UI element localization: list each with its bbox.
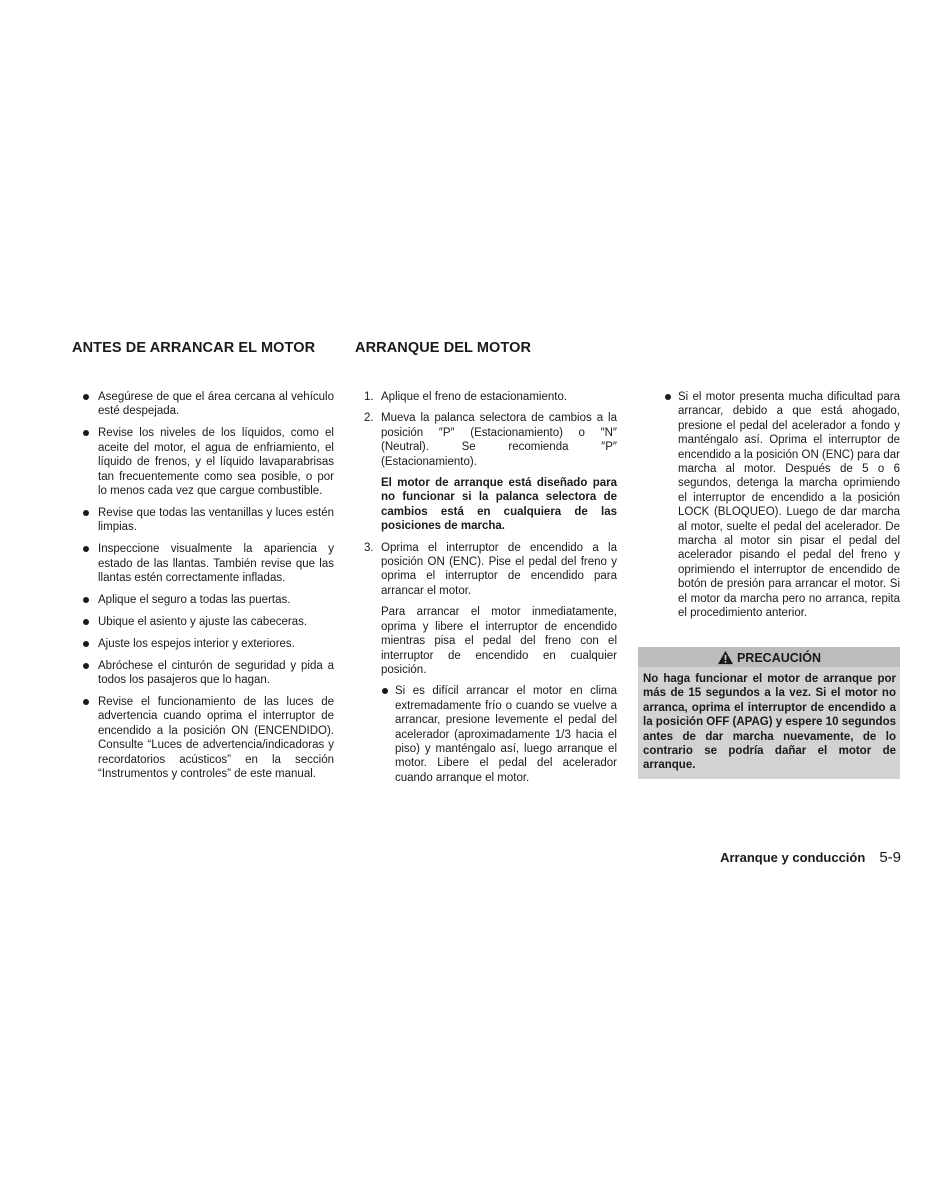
- list-item: Revise el funcionamiento de las luces de advertencia cuando oprima el interruptor de encendido a la posición ON (ENCENDIDO). Consulte “Luces de advertencia/indicadoras y recordatorios acústicos” en la sección “Instrumentos y controles” de este manual.: [72, 695, 334, 781]
- checklist: [72, 390, 334, 781]
- step-paragraph: Para arrancar el motor inmediatamente, oprima y libere el interruptor de encendido mientras pisa el pedal del freno con el interruptor de encendido en cualquier posición.: [381, 606, 617, 676]
- list-item: Inspeccione visualmente la apariencia y estado de las llantas. También revise que las llantas estén correctamente infladas.: [72, 542, 334, 585]
- section-title-starting: ARRANQUE DEL MOTOR: [355, 340, 532, 356]
- page-footer: [720, 849, 901, 866]
- step-text: Oprima el interruptor de encendido a la posición ON (ENC). Pise el pedal del freno y oprima el interruptor de encendido para arrancar el motor.: [381, 541, 617, 597]
- list-item: Revise los niveles de los líquidos, como el aceite del motor, el agua de enfriamiento, el líquido de frenos, y el líquido lavaparabrisas tan frecuentemente como sea posible, o por lo menos cada vez que cargue combustible.: [72, 426, 334, 498]
- step-text: Aplique el freno de estacionamiento.: [381, 391, 568, 403]
- list-item: Si el motor presenta mucha dificultad para arrancar, debido a que está ahogado, presione el pedal del acelerador a fondo y manténgalo así. Oprima el interruptor de encendido a la posición ON (ENC) para dar marcha al motor. Después de 5 o 6 segundos, detenga la marcha oprimiendo el interruptor de encendido a la posición LOCK (BLOQUEO). Luego de dar marcha al motor, suelte el pedal del acelerador. De marcha al motor sin pisar el pedal del acelerador pisando el pedal del freno y oprimiendo el interruptor de encendido de botón de presión para arrancar el motor. Si el motor da marcha pero no arranca, repita el procedimiento anterior.: [664, 390, 900, 621]
- step-number: 2.: [364, 412, 374, 425]
- list-item: Asegúrese de que el área cercana al vehículo esté despejada.: [72, 390, 334, 419]
- caution-text: No haga funcionar el motor de arranque por más de 15 segundos a la vez. Si el motor no arranca, oprima el interruptor de encendido a la posición OFF (APAG) y espere 10 segundos antes de dar marcha nuevamente, de lo contrario se podría dañar el motor de arranque.: [643, 673, 896, 772]
- list-item: Revise que todas las ventanillas y luces estén limpias.: [72, 506, 334, 535]
- step-list: [363, 390, 617, 785]
- step-text: Mueva la palanca selectora de cambios a la posición ″P″ (Estacionamiento) o ″N″ (Neutral). Se recomienda ″P″ (Estacionamiento).: [381, 412, 617, 468]
- step-note: El motor de arranque está diseñado para no funcionar si la palanca selectora de cambios está en cualquiera de las posiciones de marcha.: [381, 477, 617, 533]
- caution-box: [638, 647, 900, 779]
- list-item: Abróchese el cinturón de seguridad y pida a todos los pasajeros que lo hagan.: [72, 659, 334, 688]
- footer-section-name: Arranque y conducción: [720, 850, 866, 865]
- list-item: Aplique el seguro a todas las puertas.: [72, 593, 334, 607]
- warning-triangle-icon: [717, 650, 734, 665]
- list-item: Ubique el asiento y ajuste las cabeceras.: [72, 615, 334, 629]
- page-number: 5-9: [879, 849, 901, 866]
- column-starting-continued: [664, 390, 900, 621]
- step-sub-bullets-continued: [664, 390, 900, 621]
- step-sub-bullets: [381, 684, 617, 785]
- column-before-start: [72, 390, 334, 789]
- caution-title: PRECAUCIÓN: [736, 650, 822, 665]
- step-number: 3.: [364, 541, 374, 554]
- step-item: [363, 541, 617, 786]
- step-number: 1.: [364, 391, 374, 403]
- list-item: Ajuste los espejos interior y exteriores.: [72, 637, 334, 651]
- section-title-before-start: ANTES DE ARRANCAR EL MOTOR: [72, 340, 316, 356]
- column-starting: [363, 390, 617, 792]
- step-item: [363, 390, 617, 404]
- caution-header: [638, 647, 900, 667]
- list-item: Si es difícil arrancar el motor en clima extremadamente frío o cuando se vuelve a arrancar, presione levemente el pedal del acelerador (aproximadamente 1/3 hacia el piso) y manténgalo así, luego arranque el motor. Libere el pedal del acelerador cuando arranque el motor.: [381, 684, 617, 785]
- step-item: [363, 411, 617, 533]
